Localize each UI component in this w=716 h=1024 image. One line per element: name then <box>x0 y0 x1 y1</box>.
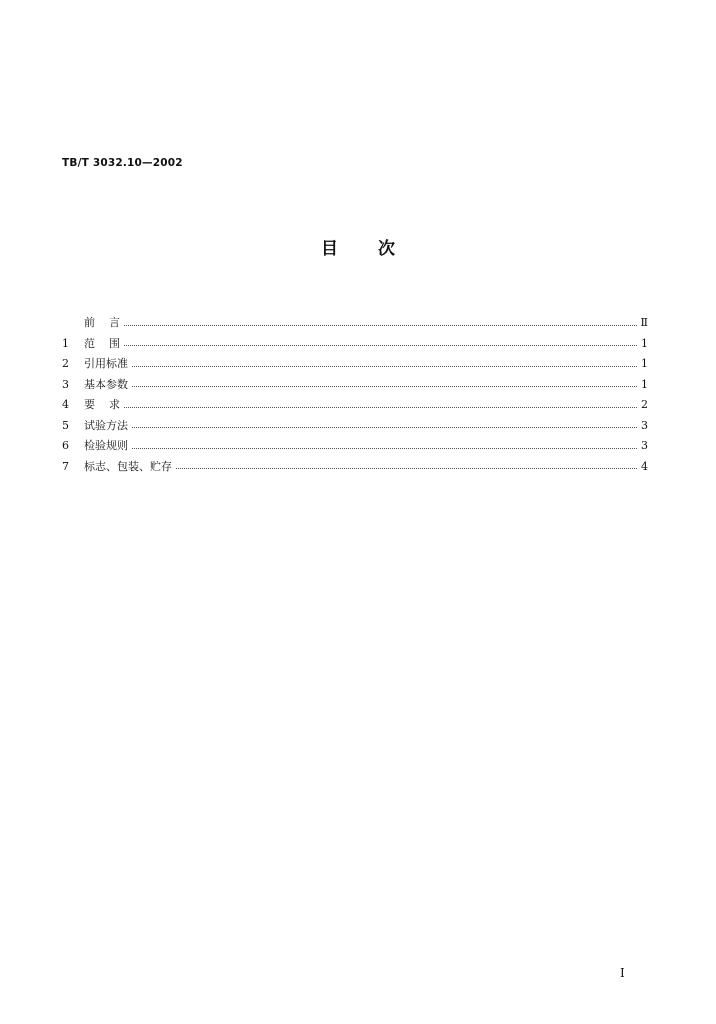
toc-entry-inspection-rules[interactable] <box>62 436 648 457</box>
toc-entry-marking-packaging-storage[interactable] <box>62 457 648 478</box>
toc-entry-page: 1 <box>641 336 648 350</box>
toc-entry-label: 检验规则 <box>84 439 128 452</box>
toc-leader-dots <box>124 407 637 408</box>
toc-entry-number: 1 <box>62 336 69 350</box>
page-number: Ⅰ <box>620 966 625 980</box>
toc-leader-dots <box>132 366 637 367</box>
toc-leader-dots <box>124 325 637 326</box>
toc-entry-label: 基本参数 <box>84 377 128 391</box>
toc-entry-foreword[interactable] <box>62 313 648 334</box>
toc-entry-label: 引用标准 <box>84 357 128 370</box>
toc-leader-dots <box>132 427 637 428</box>
toc-entry-scope[interactable] <box>62 334 648 355</box>
toc-entry-number: 2 <box>62 357 69 370</box>
toc-entry-page: 1 <box>641 357 648 370</box>
toc-entry-page: 3 <box>641 439 648 452</box>
toc-entry-label: 范 围 <box>84 336 120 350</box>
toc-entry-page: 2 <box>641 398 648 411</box>
toc-entry-page: 3 <box>641 418 648 432</box>
standard-code: TB/T 3032.10—2002 <box>62 157 183 169</box>
toc-entry-label: 要 求 <box>84 398 120 411</box>
toc-leader-dots <box>176 468 637 469</box>
toc-entry-number: 7 <box>62 459 69 473</box>
toc-title-char-2: 次 <box>378 239 395 259</box>
toc-entry-number: 4 <box>62 398 69 411</box>
toc-title <box>0 234 716 259</box>
table-of-contents <box>62 313 648 477</box>
toc-entry-number: 3 <box>62 377 69 391</box>
toc-leader-dots <box>132 448 637 449</box>
toc-entry-normative-references[interactable] <box>62 354 648 375</box>
toc-entry-number: 6 <box>62 439 69 452</box>
toc-entry-page: 1 <box>641 377 648 391</box>
toc-title-char-1: 目 <box>321 239 338 259</box>
toc-entry-label: 前 言 <box>84 316 120 329</box>
toc-leader-dots <box>124 345 637 346</box>
toc-entry-basic-parameters[interactable] <box>62 375 648 396</box>
toc-entry-requirements[interactable] <box>62 395 648 416</box>
toc-entry-test-methods[interactable] <box>62 416 648 437</box>
toc-entry-label: 标志、包装、贮存 <box>84 459 172 473</box>
toc-entry-page: 4 <box>641 459 648 473</box>
toc-entry-number: 5 <box>62 418 69 432</box>
toc-leader-dots <box>132 386 637 387</box>
toc-entry-label: 试验方法 <box>84 418 128 432</box>
toc-entry-page: Ⅱ <box>640 316 648 329</box>
